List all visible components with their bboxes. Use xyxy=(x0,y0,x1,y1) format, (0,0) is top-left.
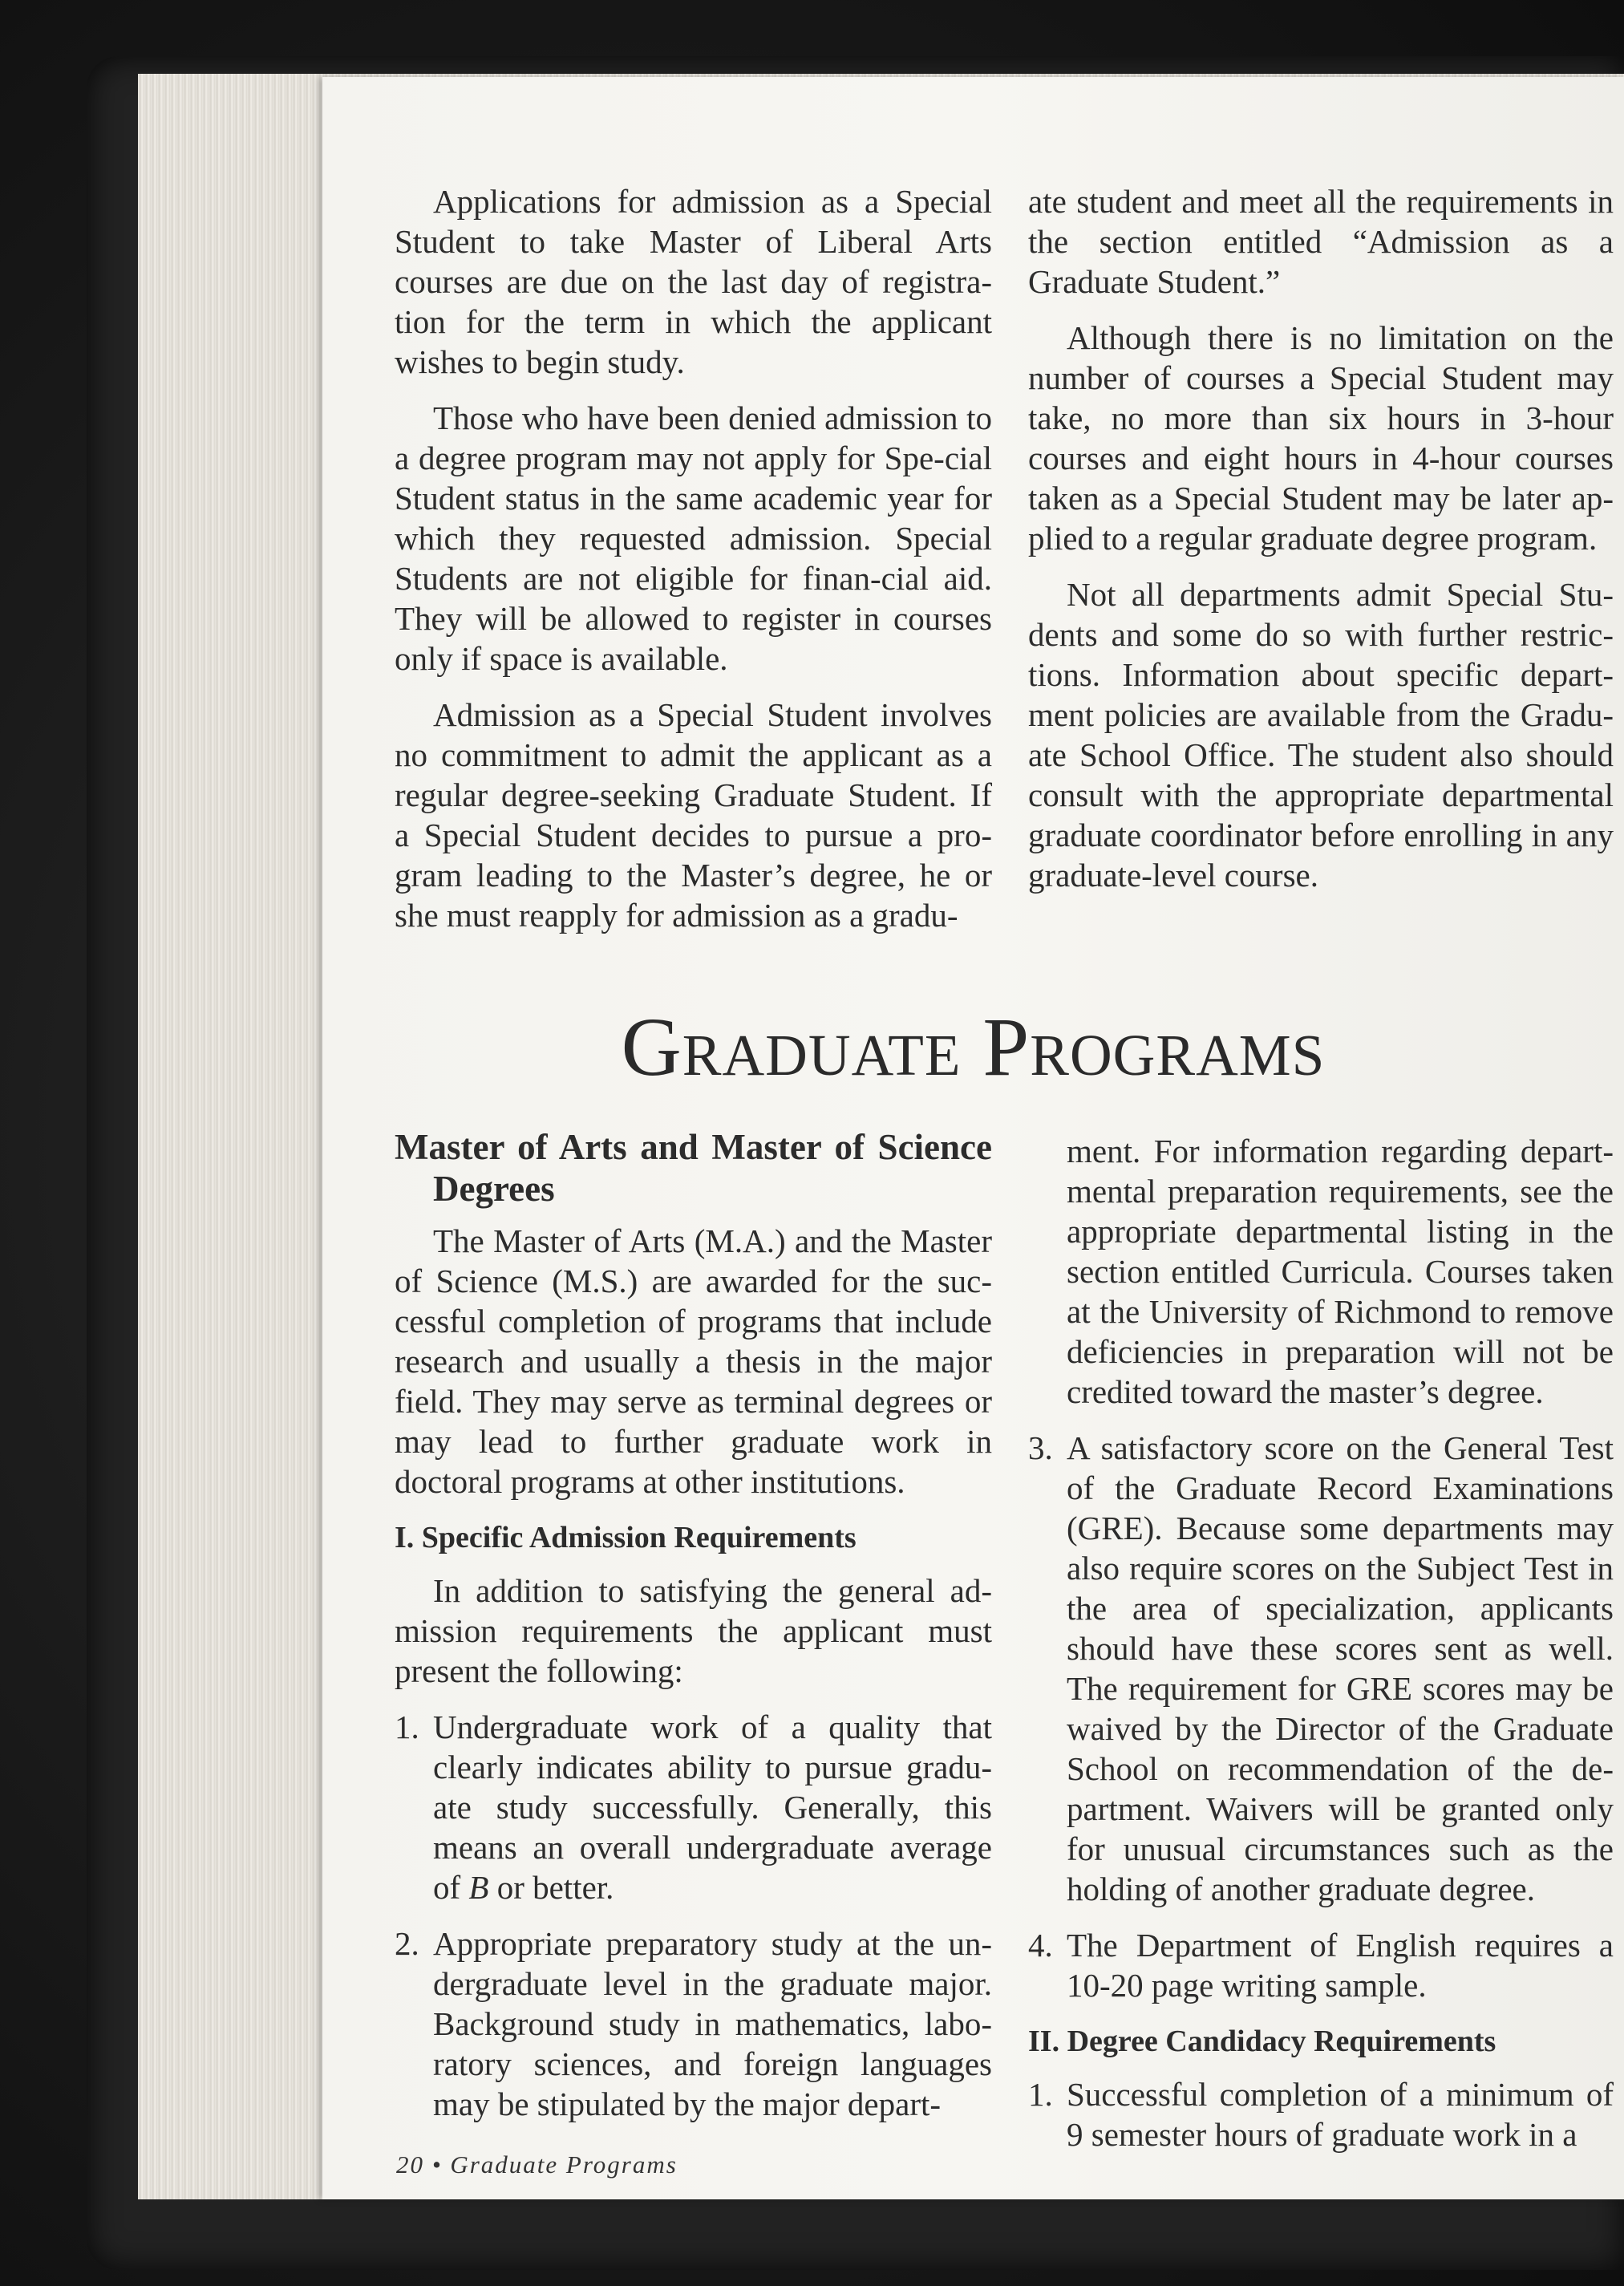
book-page xyxy=(322,77,1624,2199)
list-text: Successful completion of a minimum of 9 semester hours of graduate work in a xyxy=(1067,2076,1614,2153)
list-number: 4. xyxy=(1028,1927,1053,1964)
top-left-column xyxy=(395,181,992,951)
admission-requirements-list xyxy=(395,1707,992,2124)
page-folio: 20 • Graduate Programs xyxy=(396,2150,678,2179)
list-item xyxy=(1028,1428,1614,1909)
list-text: A satisfactory score on the General Test of the Graduate Record Examinations (GRE). Because some departments may also require scores on the Subject Test in the area of specialization, applicants should have these scores sent as well. The requirement for GRE scores may be waived by the Director of the Graduate School on recommendation of the de-partment. Waivers will be granted only for unusual circumstances such as the holding of another graduate degree. xyxy=(1067,1429,1614,1907)
heading-admission-requirements: I. Specific Admission Requirements xyxy=(395,1521,857,1554)
paragraph-department-policies: Not all departments admit Special Stu-dents and some do so with further restric-tions. Information about specific depart-ment policies are available from the Gradu-ate School Office. The student also should consult with the appropriate departmental graduate coordinator before enrolling in any graduate-level course. xyxy=(1028,576,1614,894)
paragraph-no-commitment: Admission as a Special Student involves no commitment to admit the applicant as a regular degree-seeking Graduate Student. If a Special Student decides to pursue a pro-gram leading to the Master’s degree, he or she must reapply for admission as a gradu- xyxy=(395,696,992,934)
list-text: Undergraduate work of a quality that clearly indicates ability to pursue gradu-ate study successfully. Generally, this means an overall undergraduate average of xyxy=(433,1708,992,1906)
list-number: 1. xyxy=(1028,2076,1053,2113)
heading-candidacy-requirements: II. Degree Candidacy Requirements xyxy=(1028,2025,1496,2058)
admission-intro: In addition to satisfying the general ad-mission requirements the applicant must present the following: xyxy=(395,1572,992,1689)
paragraph-denied-admission: Those who have been denied admission to a degree program may not apply for Spe-cial Student status in the same academic year for which they requested admission. Special Students are not eligible for finan-cial aid. They will be allowed to register in courses only if space is available. xyxy=(395,399,992,677)
grade-letter: B xyxy=(468,1869,489,1906)
list-text: ment. For information regarding depart-mental preparation requirements, see the appropriate departmental listing in the section entitled Curricula. Courses taken at the University of Richmond to remove deficiencies in preparation will not be credited toward the master’s degree. xyxy=(1067,1133,1614,1410)
paragraph-continued: ate student and meet all the requirements in the section entitled “Admission as a Graduate Student.” xyxy=(1028,183,1614,300)
candidacy-requirements-list xyxy=(1028,2074,1614,2154)
paragraph-course-limitation: Although there is no limitation on the number of courses a Special Student may take, no more than six hours in 3-hour courses and eight hours in 4-hour courses taken as a Special Student may be later ap-plied to a regular graduate degree program. xyxy=(1028,319,1614,557)
list-number: 2. xyxy=(395,1925,419,1962)
list-item xyxy=(1067,1131,1614,1412)
subsection-title: Master of Arts and Master of Science Degrees xyxy=(395,1127,992,1209)
admission-requirements-list-continued xyxy=(1028,1131,1614,2005)
list-item xyxy=(1028,1925,1614,2005)
list-text: or better. xyxy=(488,1869,614,1906)
intro-paragraph: The Master of Arts (M.A.) and the Master of Science (M.S.) are awarded for the suc-cessful completion of programs that include research and usually a thesis in the major field. They may serve as terminal degrees or may lead to further graduate work in doctoral programs at other institutions. xyxy=(395,1222,992,1500)
list-item xyxy=(1028,2074,1614,2154)
bottom-left-column xyxy=(395,1126,992,2140)
list-text: The Department of English requires a 10-20 page writing sample. xyxy=(1067,1927,1614,2004)
list-number: 3. xyxy=(1028,1429,1053,1466)
list-item xyxy=(395,1707,992,1907)
list-item xyxy=(395,1923,992,2124)
list-number: 1. xyxy=(395,1708,419,1745)
bottom-right-column xyxy=(1028,1131,1614,2170)
list-text: Appropriate preparatory study at the un-dergraduate level in the graduate major. Background study in mathematics, labo-ratory sciences, and foreign languages may be stipulated by the major depart- xyxy=(433,1925,992,2122)
section-title: Graduate Programs xyxy=(621,1001,1326,1093)
paragraph-special-application: Applications for admission as a Special Student to take Master of Liberal Arts courses are due on the last day of registra-tion for the term in which the applicant wishes to begin study. xyxy=(395,183,992,380)
top-right-column xyxy=(1028,181,1614,911)
